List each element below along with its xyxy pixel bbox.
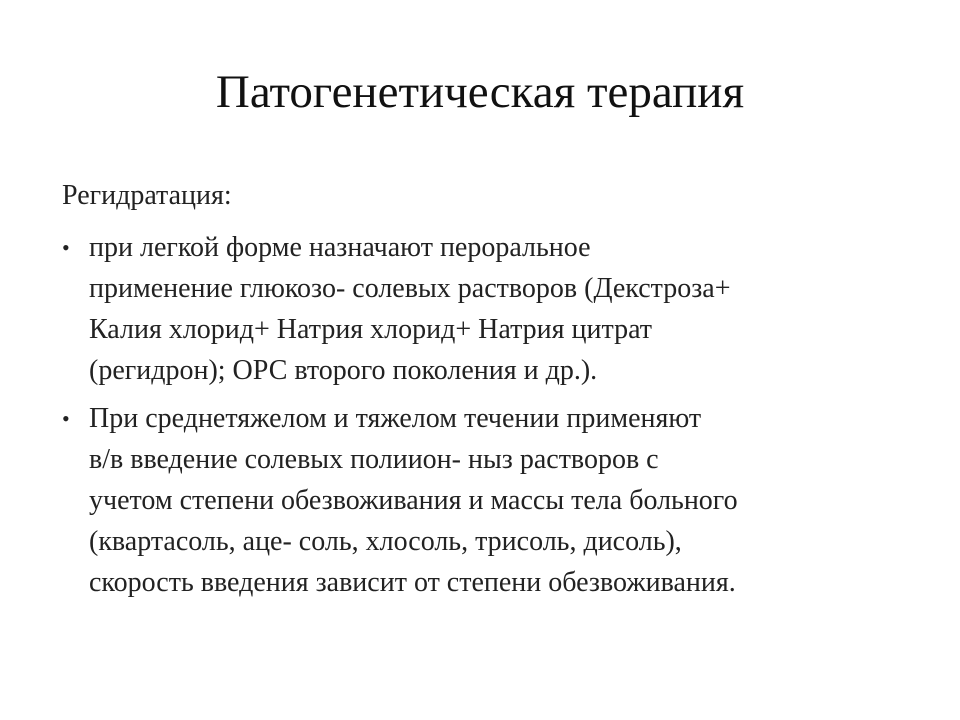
section-heading: Регидратация: [62,180,232,211]
slide-title: Патогенетическая терапия [215,66,745,118]
bullet-item [62,227,922,391]
bullet-icon: • [62,406,70,431]
bullet-item [62,398,922,603]
bullet-icon: • [62,235,70,260]
bullet-text: При среднетяжелом и тяжелом течении применяют в/в введение солевых полиион- ныз растворов с учетом степени обезвоживания и массы тела больного (квартасоль, аце- соль, хлосоль, трисоль, дисоль), скорость введения зависит от степени обезвоживания. [89,403,738,598]
bullet-list [62,227,922,610]
bullet-text: при легкой форме назначают пероральное применение глюкозо- солевых растворов (Декстроза+ Калия хлорид+ Натрия хлорид+ Натрия цитрат (регидрон); ОРС второго поколения и др.). [89,232,731,386]
